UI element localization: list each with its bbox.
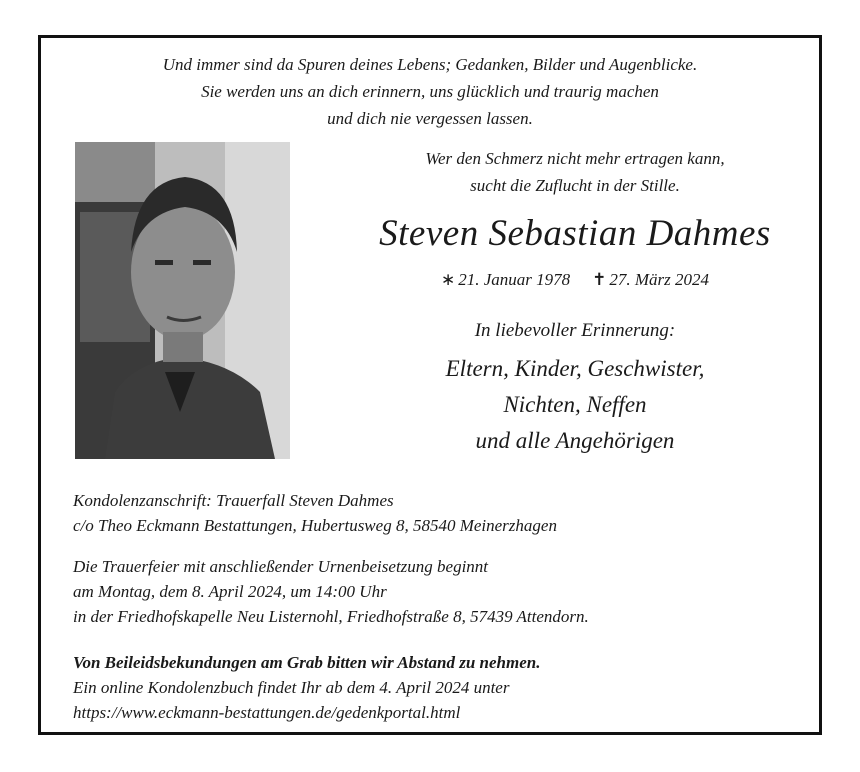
ceremony-line: Die Trauerfeier mit anschließender Urnenbeisetzung beginnt [73,557,489,576]
address-line: c/o Theo Eckmann Bestattungen, Hubertusweg 8, 58540 Meinerzhagen [73,516,557,535]
obituary-frame [38,35,822,735]
quote-line: und dich nie vergessen lassen. [327,109,533,128]
ceremony-line: in der Friedhofskapelle Neu Listernohl, Friedhofstraße 8, 57439 Attendorn. [73,607,589,626]
birth-date: 21. Januar 1978 [458,270,571,289]
death-date: 27. März 2024 [609,270,710,289]
quote-line: Und immer sind da Spuren deines Lebens; Gedanken, Bilder und Augenblicke. [162,55,698,74]
mourners-line: Eltern, Kinder, Geschwister, [445,356,705,381]
mourners-line: Nichten, Neffen [503,392,647,417]
side-quote [331,145,819,199]
condolence-address [73,488,557,538]
remembrance-intro: In liebevoller Erinnerung: [474,320,676,341]
address-line: Kondolenzanschrift: Trauerfall Steven Dahmes [73,491,394,510]
mourners [331,351,819,459]
quote-line: Wer den Schmerz nicht mehr ertragen kann, [425,149,725,168]
condolence-book-link: https://www.eckmann-bestattungen.de/gedenkportal.html [73,703,461,722]
portrait-photo [75,142,290,459]
notice [73,650,540,725]
quote-line: Sie werden uns an dich erinnern, uns glücklich und traurig machen [201,82,659,101]
notice-line: Ein online Kondolenzbuch findet Ihr ab dem 4. April 2024 unter [73,678,510,697]
opening-quote [41,51,819,132]
life-dates [331,270,819,290]
birth-star-icon: ∗ [440,270,456,289]
notice-bold: Von Beileidsbekundungen am Grab bitten wir Abstand zu nehmen. [73,653,541,672]
quote-line: sucht die Zuflucht in der Stille. [470,176,680,195]
mourners-line: und alle Angehörigen [475,428,675,453]
ceremony-details [73,554,589,629]
deceased-name: Steven Sebastian Dahmes [379,213,771,254]
ceremony-line: am Montag, dem 8. April 2024, um 14:00 Uhr [73,582,387,601]
cross-icon: ✝ [592,270,607,289]
